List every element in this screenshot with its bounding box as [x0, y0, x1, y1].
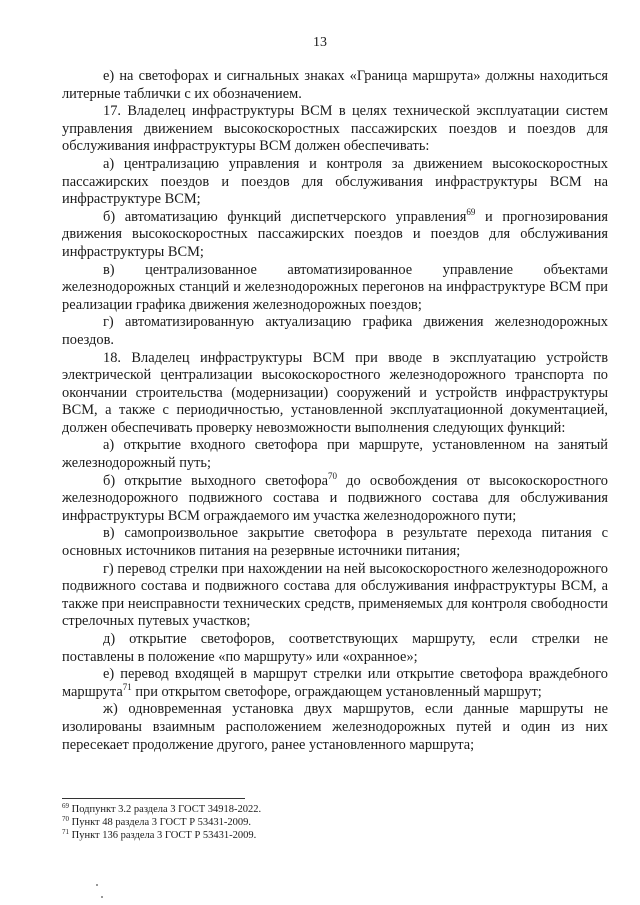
scan-speck [96, 884, 98, 886]
footnote-ref-70: 70 [327, 470, 337, 481]
paragraph-e-signs: е) на светофорах и сигнальных знаках «Граница маршрута» должны находиться литерные таблички с их обозначением. [62, 68, 608, 102]
paragraph-18b: б) открытие выходного светофора$^{70}$ до освобождения от высокоскоростного железнодорожного подвижного состава и подвижного состава для обслуживания инфраструктуры ВСМ ограждаемого им участка железнодорожного пути; [62, 470, 608, 524]
paragraph-18e: е) перевод входящей в маршрут стрелки или открытие светофора враждебного маршрута$^{71}$ при открытом светофоре, ограждающем установленный маршрут; [62, 666, 608, 700]
footnote-71: $^{71}$ Пункт 136 раздела 3 ГОСТ Р 53431-2009. [62, 828, 257, 841]
paragraph-18zh: ж) одновременная установка двух маршрутов, если данные маршруты не изолированы взаимным расположением железнодорожных путей и один из них пересекает продолжение другого, ранее установленного маршрута; [62, 701, 608, 753]
scan-speck [101, 896, 103, 898]
footnotes [62, 803, 608, 842]
footnote-69: $^{69}$ Подпункт 3.2 раздела 3 ГОСТ 34918-2022. [62, 802, 262, 815]
footnote-ref-71: 71 [122, 681, 132, 692]
paragraph-18: 18. Владелец инфраструктуры ВСМ при вводе в эксплуатацию устройств электрической централизации высокоскоростного железнодорожного транспорта по окончании строительства (модернизации) сооружений и устройств инфраструктуры ВСМ, а также с периодичностью, установленной эксплуатационной документацией, должен обеспечивать проверку невозможности выполнения следующих функций: [62, 349, 608, 436]
footnote-70: $^{70}$ Пункт 48 раздела 3 ГОСТ Р 53431-2009. [62, 815, 252, 828]
paragraph-18v: в) самопроизвольное закрытие светофора в результате перехода питания с основных источников питания на резервные источники питания; [62, 525, 608, 560]
paragraph-17v: в) централизованное автоматизированное управление объектами железнодорожных станций и железнодорожных перегонов на инфраструктуре ВСМ при реализации графика движения железнодорожных поездов; [62, 261, 608, 313]
paragraph-17b: б) автоматизацию функций диспетчерского управления$^{69}$ и прогнозирования движения высокоскоростных пассажирских поездов и поездов для обслуживания инфраструктуры ВСМ; [62, 206, 608, 260]
paragraph-17a: а) централизацию управления и контроля за движением высокоскоростных пассажирских поездов и поездов для обслуживания инфраструктуры ВСМ на инфраструктуре ВСМ; [62, 155, 608, 208]
paragraph-18g: г) перевод стрелки при нахождении на ней высокоскоростного железнодорожного подвижного состава и подвижного состава для обслуживания инфраструктуры ВСМ, а также при неисправности технических средств, применяемых для контроля свободности стрелочных путевых участков; [62, 560, 608, 630]
paragraph-18a: а) открытие входного светофора при маршруте, установленном на занятый железнодорожный путь; [62, 437, 608, 472]
paragraph-17g: г) автоматизированную актуализацию графика движения железнодорожных поездов. [62, 314, 608, 348]
footnote-divider [62, 798, 245, 799]
page-number: 13 [313, 35, 327, 50]
footnote-ref-69: 69 [466, 206, 476, 217]
paragraph-17: 17. Владелец инфраструктуры ВСМ в целях технической эксплуатации систем управления движением высокоскоростных пассажирских поездов и поездов для обслуживания инфраструктуры ВСМ должен обеспечивать: [62, 103, 608, 155]
document-body [62, 68, 608, 754]
paragraph-18d: д) открытие светофоров, соответствующих маршруту, если стрелки не поставлены в положение «по маршруту» или «охранное»; [62, 631, 608, 665]
